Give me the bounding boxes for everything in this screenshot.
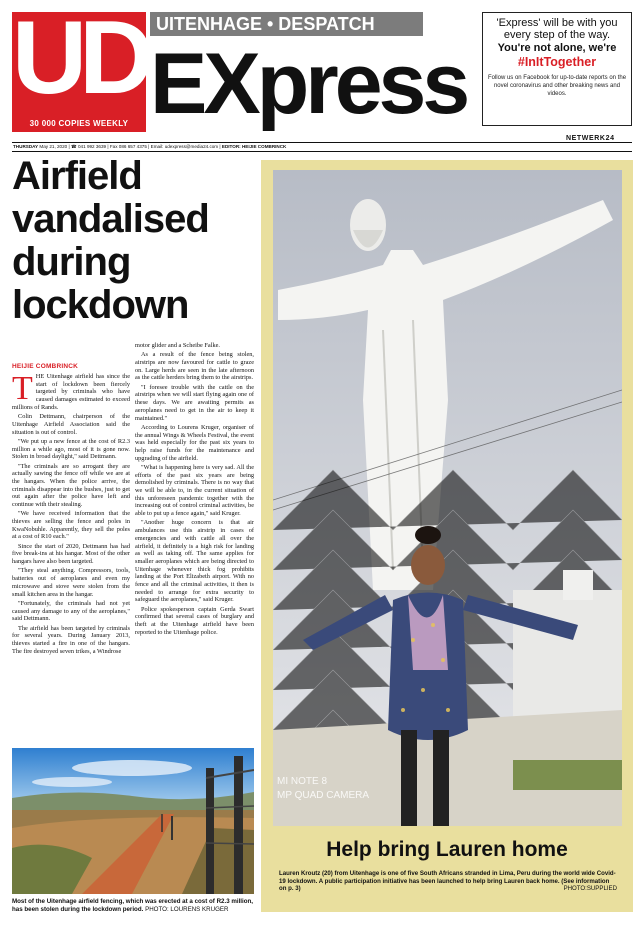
paragraph: Since the start of 2020, Dettmann has had five break-ins at his hangar. Most of the other hangars have also been targeted. bbox=[12, 542, 130, 566]
ud-logo bbox=[12, 0, 147, 132]
netwerk-logo: NETWERK24 bbox=[566, 135, 615, 142]
paragraph: "What is happening here is very sad. All the efforts of the past six years are being demolished by criminals. There is no way that we will be able to, in the current situation of this unforeseen pandemic together with the increasing out of control criminal activities, be able to put up a fence again," said Kruger. bbox=[135, 463, 254, 518]
paragraph: "The criminals are so arrogant they are actually sawing the fence off while we are at the hangars. When the police arrive, the criminals disappear into the bushes, just to get out again after the police have left and continue with their stealing. bbox=[12, 462, 130, 509]
paragraph: As a result of the fence being stolen, airstrips are now favoured for cattle to graze on. Large herds are seen in the late afternoon as the cattle herders bring them to the airstrips. bbox=[135, 351, 254, 382]
info-fax: Fax 086 657 4375 bbox=[109, 144, 147, 149]
feature-title: Help bring Lauren home bbox=[326, 838, 568, 861]
promo-line2: You're not alone, we're bbox=[497, 42, 617, 54]
info-tel: 041 992 3639 bbox=[78, 144, 107, 149]
info-email: Email: udexpress@media24.com bbox=[150, 144, 219, 149]
watermark-line2: MP QUAD CAMERA bbox=[277, 790, 370, 801]
paragraph: "We put up a new fence at the cost of R2.3 million a while ago, most of it is gone now. Stolen in broad daylight," said Dettmann. bbox=[12, 437, 130, 461]
promo-line1: 'Express' will be with you every step of the way. bbox=[496, 17, 618, 41]
paragraph: "I foresee trouble with the cattle on the airstrips when we will start flying again one of these days. We are awaiting permits as aeroplanes need to get in the air to keep it maintained." bbox=[135, 383, 254, 422]
info-editor: EDITOR: HEIJIE COMBRINCK bbox=[221, 144, 287, 149]
info-date: May 21, 2020 bbox=[39, 144, 68, 149]
article-col1 bbox=[12, 370, 130, 657]
promo-line3: Follow us on Facebook for up-to-date reports on the novel coronavirus and other breaking news and videos. bbox=[487, 75, 627, 97]
info-bar: THURSDAY May 21, 2020 | ☎ 041 992 3639 | Fax 086 657 4375 | Email: udexpress@media24.com | EDITOR: HEIJIE COMBRINCK bbox=[12, 142, 632, 152]
logo-letters: UD bbox=[12, 0, 147, 116]
paragraph: Colin Dettmann, chairperson of the Uitenhage Airfield Association said the situation is out of control. bbox=[12, 413, 130, 436]
paragraph: "Fortunately, the criminals had not yet caused any damage to any of the aeroplanes," said Dettmann. bbox=[12, 599, 130, 623]
airfield-caption: Most of the Uitenhage airfield fencing, which was erected at a cost of R2.3 million, has been stolen during the lockdown period. PHOTO: LOURENS KRUGER bbox=[12, 898, 254, 913]
copies-weekly: 30 000 COPIES WEEKLY bbox=[29, 119, 129, 128]
promo-box bbox=[482, 12, 632, 126]
byline: HEIJIE COMBRINCK bbox=[12, 363, 79, 370]
dropcap: T bbox=[12, 370, 33, 407]
feature-credit: PHOTO:SUPPLIED bbox=[563, 885, 617, 893]
paragraph: "Another huge concern is that air ambulances use this airstrip in cases of emergencies and with cattle all over the airfield, it definitely is a high risk for landing as well as taking off. The same applies for smaller aeroplanes which are being directed to Uitenhage whenever thick fog prohibits landing at the Port Elizabeth airport. With no fence and all the criminal activities, it then is needed to arrange for extra security to safeguard the aeroplanes," said Kruger. bbox=[135, 519, 254, 604]
paragraph: The airfield has been targeted by criminals for several years. During January 2013, thieves started a fire in one of the hangars. The fire destroyed seven trikes, a Windrose bbox=[12, 624, 130, 655]
paragraph: "We have received information that the thieves are selling the fence and poles in KwaNobuhle. Apparently, they sell the poles at a cost of R10 each." bbox=[12, 510, 130, 541]
phone-icon: ☎ bbox=[70, 144, 77, 149]
airfield-credit: PHOTO: LOURENS KRUGER bbox=[145, 905, 229, 913]
airfield-photo bbox=[12, 748, 254, 894]
masthead-bar: UITENHAGE • DESPATCH bbox=[150, 12, 423, 36]
paragraph: According to Lourens Kruger, organiser of the annual Wings & Wheels Festival, the event was held especially for the past six years to help raise funds for the maintenance and upgrading of the airfield. bbox=[135, 423, 254, 462]
promo-hashtag: #InItTogether bbox=[517, 55, 597, 69]
watermark-line1: MI NOTE 8 bbox=[277, 776, 328, 787]
masthead-express: EXpress bbox=[150, 36, 467, 132]
headline: Airfield vandalised during lockdown bbox=[12, 154, 209, 327]
lauren-photo bbox=[273, 170, 622, 826]
feature-caption: Lauren Kroutz (20) from Uitenhage is one of five South Africans stranded in Lima, Peru during the world wide Covid-19 lockdown. A public participation initiative has been launched to help bring Lauren back home. (See information on p. 3) PHOTO:SUPPLIED bbox=[279, 870, 617, 893]
paragraph: motor glider and a Scheibe Falke. bbox=[135, 342, 220, 349]
info-day: THURSDAY bbox=[13, 144, 39, 149]
paragraph: THE Uitenhage airfield has since the start of lockdown been fiercely targeted by criminals who have caused damages estimated to exceed millions of Rands. bbox=[12, 370, 130, 411]
article-col2 bbox=[135, 342, 254, 638]
paragraph: "They steal anything. Compressors, tools, batteries out of aeroplanes and even my microwave and stove were stolen from the small kitchen area in the hangar. bbox=[12, 567, 130, 598]
paragraph: Police spokesperson captain Gerda Swart confirmed that several cases of burglary and theft at the Uitenhage airfield have been reported to the Uitenhage police. bbox=[135, 605, 254, 636]
